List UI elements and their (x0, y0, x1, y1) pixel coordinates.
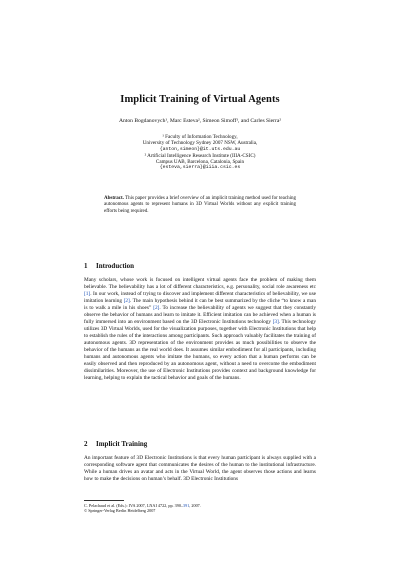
affiliation-line: ¹ Faculty of Information Technology, (162, 134, 238, 140)
affiliations (0, 134, 400, 172)
text-run: . In our work, instead of trying to discover and implement different characteristics of believability, we use imitation learning (84, 291, 316, 304)
affiliation-line: University of Technology Sydney 2007 NSW, Australia, (142, 140, 258, 147)
author-list: Anton Bogdanovych¹, Marc Esteva², Simeon Simoff¹, and Carles Sierra² (118, 118, 282, 124)
section-heading-introduction (84, 262, 134, 270)
copyright-footer (84, 500, 316, 513)
citation-link[interactable]: [3] (272, 319, 279, 325)
text-run: , 2007. (189, 503, 201, 508)
implicit-training-body (84, 455, 316, 483)
author-email[interactable]: {anton,simeon}@it.uts.edu.au (159, 146, 241, 152)
citation-link[interactable]: [2] (153, 305, 160, 311)
citation-link[interactable]: [1] (84, 291, 91, 297)
section-title: Implicit Training (96, 440, 148, 448)
section-title: Introduction (96, 262, 134, 270)
introduction-body (84, 277, 316, 382)
paragraph: An important feature of 3D Electronic Institutions is that every human participant is always supplied with a corresponding software agent that communicates the desires of the human to the institutional infrastructure. While a human drives an avatar and acts in the Virtual World, the agent observes those actions and learns how to make the decisions on human’s behalf. 3D Electronic Institutions (84, 455, 316, 482)
author-email[interactable]: {esteva,sierra}@iiia.csic.es (159, 165, 241, 171)
abstract-text: This paper provides a brief overview of an implicit training method used for teaching autonomous agents to represent humans in 3D Virtual Worlds without any explicit training efforts being required. (104, 196, 296, 214)
abstract (104, 196, 296, 215)
section-number: 2 (84, 440, 88, 448)
affiliation-line: Campus UAB, Barcelona, Catalonia, Spain (155, 159, 245, 166)
footer-rule (84, 500, 124, 501)
section-heading-implicit-training (84, 440, 147, 448)
copyright-line: © Springer-Verlag Berlin Heidelberg 2007 (84, 508, 156, 514)
text-run: . This technology utilizes 3D Virtual Worlds, used for the visualization purposes, together with Electronic Institutions that help to establish the rules of the interactions among participants. Such approach valuably facilitates the training of autonomous agents. 3D representation of the environment provides as much possibilities to observe the behavior of the humans as the real world does. It assumes similar embodiment for all participants, including humans and autonomous agents who imitate the humans, so every action that a human performs can be easily observed and then reproduced by an autonomous agent, without a need to overcome the embodiment dissimilarities. Moreover, the use of Electronic Institutions provides context and background knowledge for learning, helping to explain the tactical behavior and goals of the humans. (84, 319, 316, 381)
abstract-label: Abstract. (104, 196, 124, 201)
section-number: 1 (84, 262, 88, 270)
paragraph (84, 277, 316, 382)
text-run: . To increase the believability of agents we suggest that they constantly observe the behavior of humans and learn to imitate it. Efficient imitation can be achieved when a human is fully immersed into an environment based on the 3D Electronic Institutions technology (84, 305, 317, 325)
citation-link[interactable]: [2] (123, 298, 130, 304)
affiliation-line: ² Artificial Intelligence Research Institute (IIIA-CSIC) (144, 152, 256, 159)
page-link[interactable]: 391 (183, 503, 190, 508)
text-run: C. Pelachaud et al. (Eds.): IVA 2007, LNAI 4722, pp. 390– (84, 503, 184, 508)
text-run: . The main hypothesis behind it can be best summarized by the cliche “to know a man is to walk a mile in his shoes” (84, 298, 316, 311)
text-run: Many scholars, whose work is focused on intelligent virtual agents face the problem of making them believable. The believability has a lot of different characteristics, e.g. personality, social role awareness etc (84, 277, 316, 290)
paper-title: Implicit Training of Virtual Agents (120, 94, 280, 105)
